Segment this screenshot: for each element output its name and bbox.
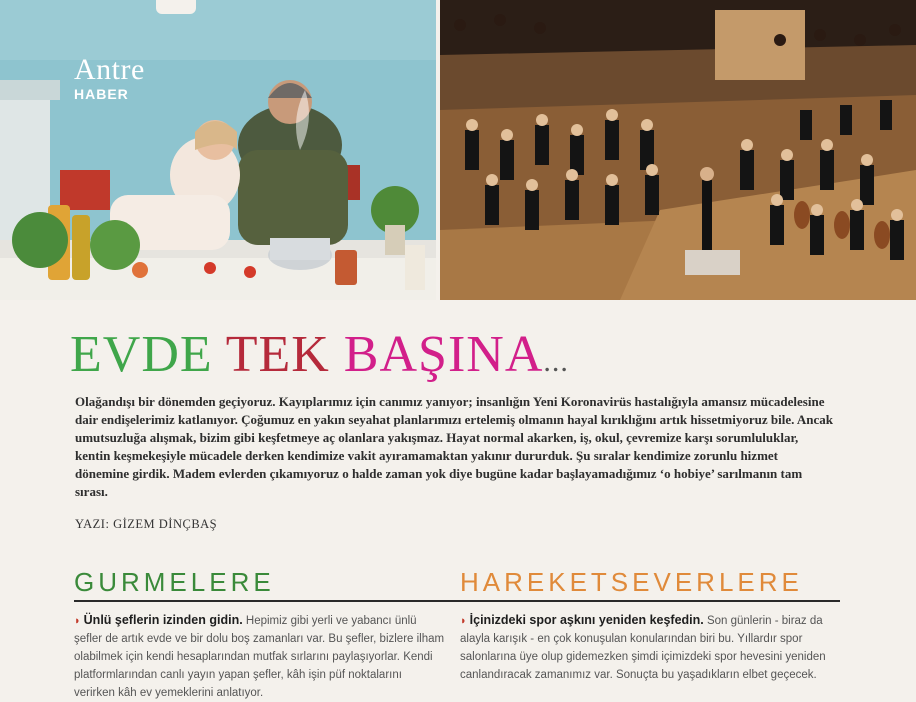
- section-body-gurmelere: [74, 611, 446, 702]
- header-photos: [0, 0, 916, 300]
- section-text: Hepimiz gibi yerli ve yabancı ünlü şefler de artık evde ve bir dolu boş zamanları var. Bu şefler, bizlere ilham olabilmek için kendi hesaplarından mutfak sırlarını paylaşıyorlar. Kendi platformlarından canlı yayın yapan şefler, kâh işin püf noktalarını verirken kâh ev yemeklerini anlatıyor.: [74, 615, 445, 699]
- orchestra-photo: [440, 0, 916, 300]
- section-title-hareketseverlere: HAREKETSEVERLERE: [460, 567, 803, 597]
- section-divider: [74, 600, 469, 602]
- orchestra-illustration: [440, 0, 916, 300]
- section-text: Son günlerin - biraz da alayla karışık - en çok konuşulan konularından biri bu. Yıllardır spor salonlarına üye olup gidemezken şimdi içimizdeki spor hevesini yeniden canlandıracak zamanımız var. Sonuçta bu yaşadıkların elbet geçecek.: [460, 615, 826, 681]
- brand-logo: [74, 53, 145, 102]
- kitchen-illustration: [0, 0, 436, 300]
- section-lead: İçinizdeki spor aşkını yeniden keşfedin.: [469, 613, 704, 627]
- bullet-icon: ◗: [74, 615, 81, 627]
- section-title-gurmelere: GURMELERE: [74, 567, 275, 597]
- title-part-2: TEK: [225, 326, 330, 383]
- intro-paragraph: Olağandışı bir dönemden geçiyoruz. Kayıplarımız için canımız yanıyor; insanlığın Yeni Koronavirüs hastalığıyla amansız mücadelesine dair endişelerimiz katlanıyor. Çoğumuz en yakın seyahat planlarımızı ertelemiş olmanın hayal kırıklığını artık hissetmiyoruz bile. Ancak umutsuzluğa alışmak, bizim gibi keşfetmeye aç olanlara yakışmaz. Hayat normal akarken, iş, okul, çevremize karşı sorumluluklar, kentin keşmekeşiyle mücadele derken kendimize vakit ayıramamaktan yakınır dururduk. Şu sıralar kendimize zorunlu hizmet dönemine girdik. Madem evlerden çıkamıyoruz o halde zaman yok diye bugüne kadar başlayamadığımız ‘o hobiye’ sarılmanın tam sırası.: [75, 394, 833, 499]
- brand-tab: [156, 0, 196, 14]
- title-part-3: BAŞINA: [343, 326, 544, 383]
- title-ellipsis: ...: [543, 345, 569, 378]
- bullet-icon: ◗: [460, 615, 467, 627]
- page-title: [70, 325, 569, 392]
- section-body-hareketseverlere: [460, 611, 832, 684]
- section-lead: Ünlü şeflerin izinden gidin.: [83, 613, 243, 627]
- byline: YAZI: GİZEM DİNÇBAŞ: [75, 517, 218, 531]
- kitchen-photo: [0, 0, 436, 300]
- brand-subtitle: HABER: [74, 86, 129, 102]
- section-divider: [460, 600, 840, 602]
- title-part-1: EVDE: [70, 326, 213, 383]
- brand-name: Antre: [74, 53, 145, 86]
